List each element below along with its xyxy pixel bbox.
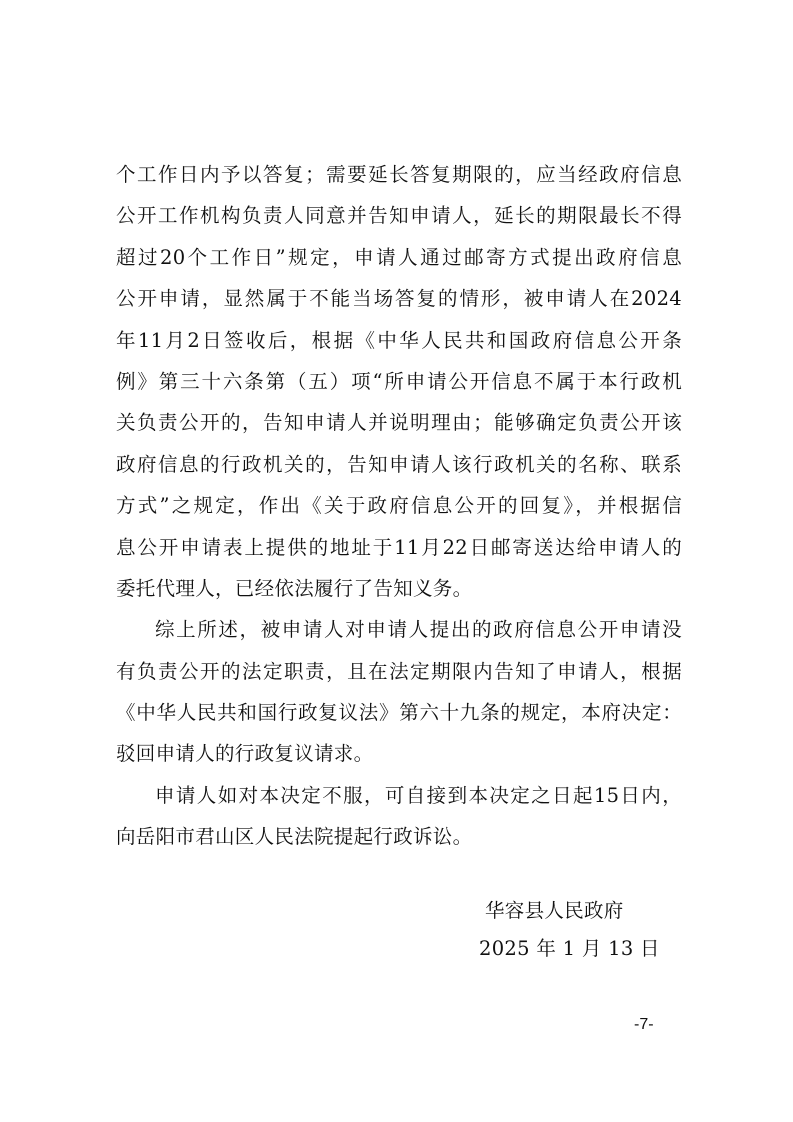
text-line: 委托代理人，已经依法履行了告知义务。: [116, 576, 473, 600]
text-line: 综上所述，被申请人对申请人提出的政府信息公开申请没: [155, 618, 682, 642]
text-line: 《中华人民共和国行政复议法》第六十九条的规定，本府决定：: [116, 701, 682, 725]
text-line: 方式”之规定，作出《关于政府信息公开的回复》，并根据信: [116, 494, 682, 518]
text-line: 息公开申请表上提供的地址于11月22日邮寄送达给申请人的: [116, 535, 682, 559]
text-line: 公开工作机构负责人同意并告知申请人，延长的期限最长不得: [116, 204, 682, 228]
text-line: 驳回申请人的行政复议请求。: [116, 742, 374, 766]
text-line: 关负责公开的，告知申请人并说明理由；能够确定负责公开该: [116, 411, 682, 435]
text-line: 年11月2日签收后，根据《中华人民共和国政府信息公开条: [116, 328, 682, 352]
signature-organization: 华容县人民政府: [485, 899, 624, 922]
text-line: 超过20个工作日”规定，申请人通过邮寄方式提出政府信息: [116, 245, 682, 269]
text-line: 向岳阳市君山区人民法院提起行政诉讼。: [116, 825, 473, 849]
text-line: 个工作日内予以答复；需要延长答复期限的，应当经政府信息: [116, 163, 682, 186]
signature-date: 2025 年 1 月 13 日: [479, 937, 660, 960]
text-line: 有负责公开的法定职责，且在法定期限内告知了申请人，根据: [116, 659, 682, 683]
body-text: [116, 154, 682, 858]
text-line: 申请人如对本决定不服，可自接到本决定之日起15日内，: [155, 783, 682, 807]
text-line: 例》第三十六条第（五）项“所申请公开信息不属于本行政机: [116, 369, 682, 393]
page-number: -7-: [634, 1016, 654, 1033]
text-line: 政府信息的行政机关的，告知申请人该行政机关的名称、联系: [116, 452, 682, 476]
text-line: 公开申请，显然属于不能当场答复的情形，被申请人在2024: [116, 287, 682, 311]
